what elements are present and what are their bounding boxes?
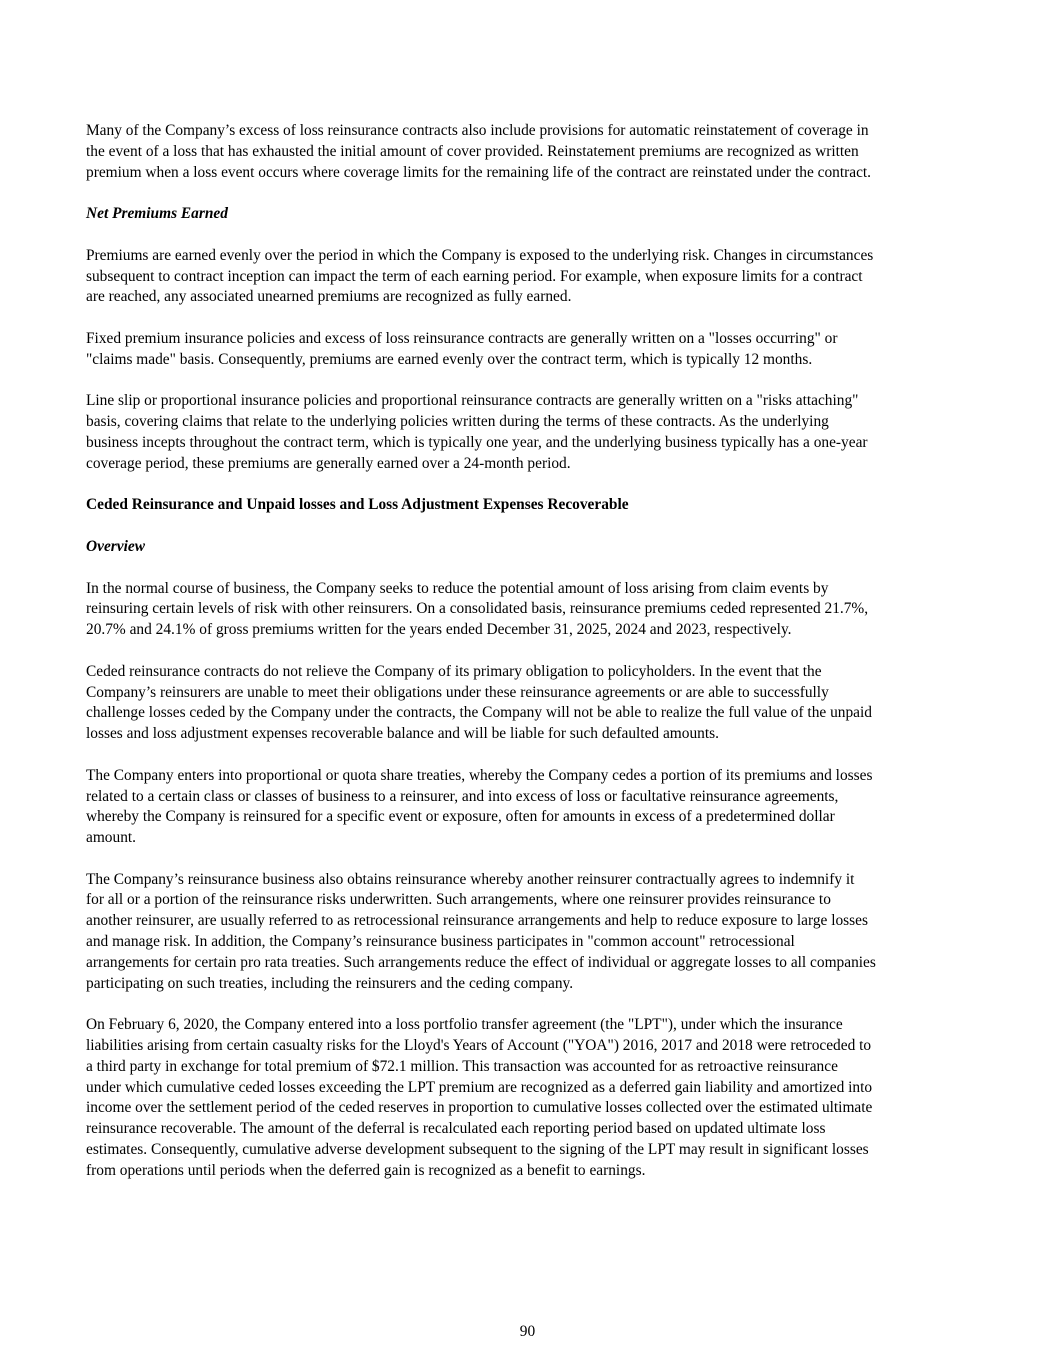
text-line: from operations until periods when the deferred gain is recognized as a benefit to earnings.	[86, 1161, 646, 1179]
text-line: Ceded reinsurance contracts do not relieve the Company of its primary obligation to policyholders. In the event that the	[86, 662, 822, 680]
earned-paragraph	[86, 246, 972, 308]
text-line: arrangements for certain pro rata treaties. Such arrangements reduce the effect of individual or aggregate losses to all companies	[86, 953, 876, 971]
text-line: challenge losses ceded by the Company under the contracts, the Company will not be able to realize the full value of the unpaid	[86, 704, 872, 722]
text-line: Fixed premium insurance policies and excess of loss reinsurance contracts are generally written on a "losses occurring" or	[86, 329, 838, 347]
reinstatement-paragraph	[86, 121, 972, 183]
text-line: another reinsurer, are usually referred to as retrocessional reinsurance arrangements and help to reduce exposure to large losses	[86, 912, 868, 930]
text-line: related to a certain class or classes of business to a reinsurer, and into excess of loss or facultative reinsurance agreements,	[86, 787, 839, 805]
text-line: Many of the Company’s excess of loss reinsurance contracts also include provisions for automatic reinstatement of coverage in	[86, 122, 869, 139]
fixed-premium-paragraph	[86, 329, 972, 371]
text-line: basis, covering claims that relate to the underlying policies written during the terms of these contracts. As the underlying	[86, 413, 829, 431]
text-line: losses and loss adjustment expenses recoverable balance and will be liable for such defaulted amounts.	[86, 725, 719, 743]
text-line: On February 6, 2020, the Company entered into a loss portfolio transfer agreement (the "LPT"), under which the insurance	[86, 1016, 843, 1034]
obligation-paragraph	[86, 662, 972, 745]
text-line: The Company enters into proportional or quota share treaties, whereby the Company cedes a portion of its premiums and losses	[86, 766, 873, 784]
page-number: 90	[519, 1323, 536, 1340]
text-line: premium when a loss event occurs where coverage limits for the remaining life of the contract are reinstated under the contract.	[86, 163, 872, 181]
text-line: reinsuring certain levels of risk with other reinsurers. On a consolidated basis, reinsurance premiums ceded represented 21.7%,	[86, 600, 869, 618]
text-line: Premiums are earned evenly over the period in which the Company is exposed to the underlying risk. Changes in circumstances	[86, 246, 874, 264]
text-line: subsequent to contract inception can impact the term of each earning period. For example, when exposure limits for a contract	[86, 267, 863, 285]
text-line: Company’s reinsurers are unable to meet their obligations under these reinsurance agreements or are able to successfully	[86, 683, 829, 701]
text-line: Line slip or proportional insurance policies and proportional reinsurance contracts are generally written on a "risks attaching"	[86, 392, 859, 410]
text-line: are reached, any associated unearned premiums are recognized as fully earned.	[86, 288, 572, 306]
text-line: 20.7% and 24.1% of gross premiums written for the years ended December 31, 2025, 2024 and 2023, respectively.	[86, 621, 792, 639]
text-line: reinsurance recoverable. The amount of the deferral is recalculated each reporting period based on updated ultimate loss	[86, 1120, 826, 1138]
text-line: and manage risk. In addition, the Company’s reinsurance business participates in "common account" retrocessional	[86, 933, 795, 951]
text-line: "claims made" basis. Consequently, premiums are earned evenly over the contract term, which is typically 12 months.	[86, 350, 813, 368]
text-line: coverage period, these premiums are generally earned over a 24-month period.	[86, 454, 571, 472]
text-line: whereby the Company is reinsured for a specific event or exposure, often for amounts in excess of a predetermined dollar	[86, 808, 835, 826]
text-line: participating on such treaties, including the reinsurers and the ceding company.	[86, 974, 574, 992]
text-line: a third party in exchange for total premium of $72.1 million. This transaction was accounted for as retroactive reinsurance	[86, 1057, 838, 1075]
text-line: business incepts throughout the contract term, which is typically one year, and the underlying business typically has a one-year	[86, 433, 868, 451]
normal-course-paragraph	[86, 579, 972, 641]
line-slip-paragraph	[86, 391, 972, 474]
text-line: under which cumulative ceded losses exceeding the LPT premium are recognized as a deferred gain liability and amortized into	[86, 1078, 873, 1096]
treaties-paragraph	[86, 766, 972, 849]
lpt-paragraph	[86, 1015, 972, 1181]
ceded-reinsurance-heading: Ceded Reinsurance and Unpaid losses and Loss Adjustment Expenses Recoverable	[86, 496, 629, 514]
text-line: the event of a loss that has exhausted the initial amount of cover provided. Reinstatement premiums are recognized as written	[86, 142, 859, 160]
text-line: estimates. Consequently, cumulative adverse development subsequent to the signing of the LPT may result in significant losses	[86, 1141, 869, 1159]
text-line: amount.	[86, 829, 137, 847]
net-premiums-earned-heading: Net Premiums Earned	[86, 205, 228, 223]
text-line: liabilities arising from certain casualty risks for the Lloyd's Years of Account ("YOA") 2016, 2017 and 2018 were retroceded to	[86, 1037, 872, 1055]
overview-heading: Overview	[86, 537, 145, 555]
text-line: for all or a portion of the reinsurance risks underwritten. Such arrangements, where one reinsurer provides reinsurance to	[86, 891, 831, 909]
text-line: The Company’s reinsurance business also obtains reinsurance whereby another reinsurer contractually agrees to indemnify it	[86, 870, 855, 888]
document-body	[86, 121, 972, 1202]
retrocession-paragraph	[86, 870, 972, 995]
text-line: In the normal course of business, the Company seeks to reduce the potential amount of loss arising from claim events by	[86, 579, 829, 597]
text-line: income over the settlement period of the ceded reserves in proportion to cumulative losses collected over the estimated ultimate	[86, 1099, 873, 1117]
